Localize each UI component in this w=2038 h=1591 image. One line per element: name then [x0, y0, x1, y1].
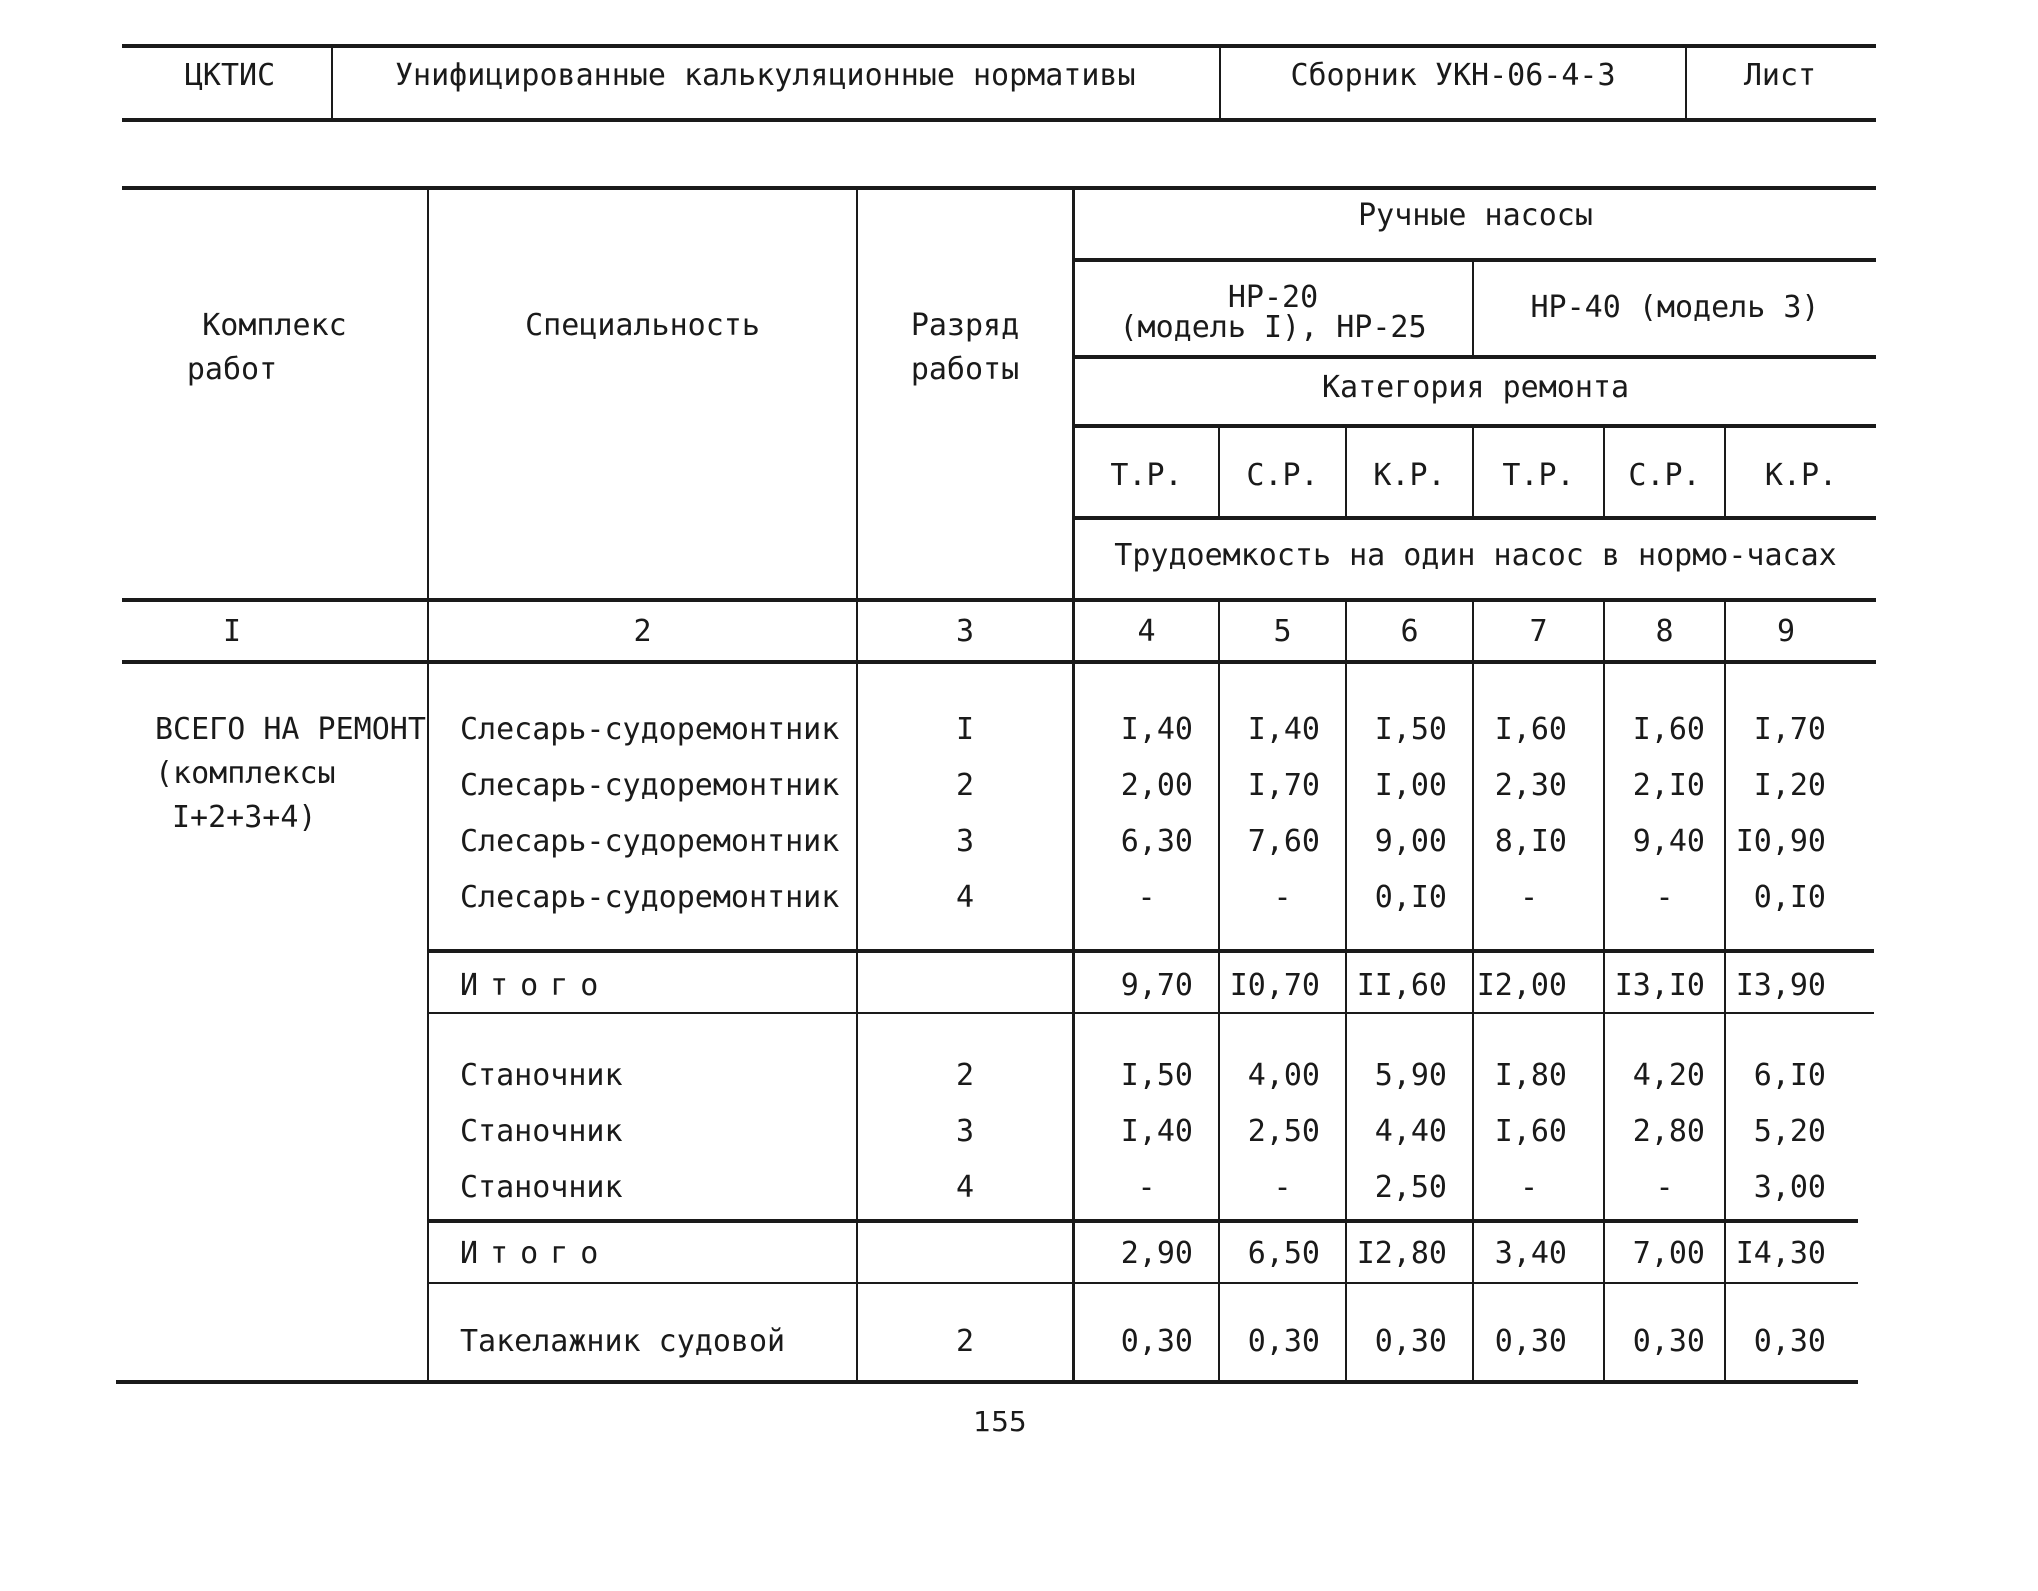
row-value: I,20 — [1753, 768, 1826, 803]
subtotal-value: I2,00 — [1476, 968, 1567, 1003]
col-number: 5 — [1273, 614, 1292, 649]
row-specialty: Слесарь-судоремонтник — [460, 824, 840, 859]
repair-type: К.Р. — [1764, 458, 1838, 493]
row-value: 2,80 — [1632, 1114, 1705, 1149]
col-numbers-rule — [122, 660, 1876, 664]
labor-title: Трудоемкость на один насос в нормо-часах — [1114, 538, 1837, 573]
header-bottom-rule — [122, 118, 1876, 122]
row-grade: 2 — [955, 1058, 975, 1093]
subtotal-value: I0,70 — [1229, 968, 1320, 1003]
row-value: 2,50 — [1247, 1114, 1320, 1149]
row-value: I,00 — [1374, 768, 1447, 803]
row-specialty: Станочник — [460, 1114, 623, 1149]
col3-header-line2: работы — [910, 352, 1020, 387]
row-value: I,60 — [1494, 1114, 1567, 1149]
row-value: - — [1137, 1170, 1156, 1205]
header-collection: Сборник УКН-06-4-3 — [1290, 58, 1616, 93]
col-number: 8 — [1655, 614, 1674, 649]
row-value: 2,00 — [1120, 768, 1193, 803]
row-value: - — [1655, 1170, 1674, 1205]
col-number: 9 — [1776, 614, 1796, 649]
repair-type: Т.Р. — [1110, 458, 1183, 493]
category-title: Категория ремонта — [1321, 370, 1630, 405]
row-value: - — [1519, 880, 1539, 915]
col-divider — [427, 188, 429, 1381]
row-specialty: Слесарь-судоремонтник — [460, 712, 840, 747]
table-top-rule — [122, 186, 1876, 190]
row-value: I,40 — [1120, 1114, 1193, 1149]
pump1-name-line2: (модель I), НР-25 — [1119, 310, 1427, 345]
pump-names-rule — [1073, 355, 1876, 359]
row-value: I,40 — [1247, 712, 1320, 747]
subtotal-value: I2,80 — [1356, 1236, 1447, 1271]
subtotal-value: I4,30 — [1735, 1236, 1826, 1271]
row-grade: I — [955, 712, 975, 747]
subtotal1-bottom-rule — [428, 1012, 1874, 1014]
row-value: 4,20 — [1632, 1058, 1705, 1093]
row-value: 6,I0 — [1753, 1058, 1826, 1093]
header-org: ЦКТИС — [184, 58, 276, 93]
row-value: 0,30 — [1247, 1324, 1320, 1359]
row-value: 9,00 — [1374, 824, 1447, 859]
row-grade: 4 — [955, 880, 975, 915]
row-value: I,60 — [1632, 712, 1705, 747]
row-value: I,70 — [1753, 712, 1826, 747]
header-sheet: Лист — [1743, 58, 1817, 93]
col-number: 3 — [955, 614, 975, 649]
subtotal-value: 3,40 — [1494, 1236, 1567, 1271]
repair-type: С.Р. — [1628, 458, 1701, 493]
row-value: - — [1519, 1170, 1539, 1205]
row-value: I,50 — [1374, 712, 1447, 747]
row-value: 2,50 — [1374, 1170, 1447, 1205]
row-value: 9,40 — [1632, 824, 1705, 859]
header-divider — [1685, 46, 1687, 118]
complex-label-line2: (комплексы — [155, 756, 336, 791]
row-value: 4,40 — [1374, 1114, 1447, 1149]
head-bottom-rule — [122, 598, 1876, 602]
repair-type: Т.Р. — [1502, 458, 1575, 493]
row-value: I0,90 — [1735, 824, 1826, 859]
row-value: 0,30 — [1632, 1324, 1705, 1359]
subtotal-label: Итого — [460, 968, 611, 1003]
row-specialty: Слесарь-судоремонтник — [460, 880, 840, 915]
row-value: 5,90 — [1374, 1058, 1447, 1093]
row-specialty: Станочник — [460, 1170, 623, 1205]
row-value: I,60 — [1494, 712, 1567, 747]
row-grade: 3 — [955, 824, 975, 859]
row-value: - — [1655, 880, 1674, 915]
repairs-rule — [1073, 516, 1876, 520]
row-value: I,70 — [1247, 768, 1320, 803]
row-value: I,80 — [1494, 1058, 1567, 1093]
row-specialty: Слесарь-судоремонтник — [460, 768, 840, 803]
category-rule — [1073, 424, 1876, 428]
group-title: Ручные насосы — [1358, 198, 1593, 233]
header-title: Унифицированные калькуляционные нормативы — [395, 58, 1136, 93]
subtotal-value: 7,00 — [1632, 1236, 1705, 1271]
row-value: 6,30 — [1120, 824, 1193, 859]
pump2-name: НР-40 (модель 3) — [1530, 290, 1820, 325]
subtotal-value: I3,I0 — [1614, 968, 1705, 1003]
subtotal-value: I3,90 — [1735, 968, 1826, 1003]
col-number: 4 — [1137, 614, 1156, 649]
row-value: 0,30 — [1374, 1324, 1447, 1359]
row-value: 2,30 — [1494, 768, 1567, 803]
row-value: - — [1273, 880, 1292, 915]
row-value: 0,30 — [1753, 1324, 1826, 1359]
row-grade: 3 — [955, 1114, 975, 1149]
pump1-name-line1: НР-20 — [1227, 280, 1319, 315]
repair-type: С.Р. — [1246, 458, 1319, 493]
col-number: 6 — [1400, 614, 1419, 649]
complex-label-line3: I+2+3+4) — [172, 800, 317, 835]
subtotal2-bottom-rule — [428, 1282, 1858, 1284]
subtotal2-top-rule — [428, 1219, 1858, 1223]
row-value: 3,00 — [1753, 1170, 1826, 1205]
row-value: 0,30 — [1494, 1324, 1567, 1359]
col1-header-line2: работ — [186, 352, 278, 387]
row-value: - — [1273, 1170, 1292, 1205]
table-bottom-rule — [116, 1380, 1858, 1384]
complex-label-line1: ВСЕГО НА РЕМОНТ — [155, 712, 426, 747]
col3-header-line1: Разряд — [910, 308, 1020, 343]
row-value: 0,30 — [1120, 1324, 1193, 1359]
subtotal-value: 6,50 — [1247, 1236, 1320, 1271]
col-number: I — [222, 614, 242, 649]
col1-header-line1: Комплекс — [202, 308, 347, 343]
row-grade: 2 — [955, 1324, 975, 1359]
row-value: 7,60 — [1247, 824, 1320, 859]
repair-type: К.Р. — [1373, 458, 1446, 493]
row-grade: 2 — [955, 768, 975, 803]
header-top-rule — [122, 44, 1876, 48]
row-value: 8,I0 — [1494, 824, 1567, 859]
header-divider — [331, 46, 333, 118]
row-value: 2,I0 — [1632, 768, 1705, 803]
col-number: 2 — [633, 614, 652, 649]
row-value: I,50 — [1120, 1058, 1193, 1093]
row-value: 5,20 — [1753, 1114, 1826, 1149]
row-value: 0,I0 — [1374, 880, 1447, 915]
subtotal-value: II,60 — [1356, 968, 1447, 1003]
col-number: 7 — [1529, 614, 1548, 649]
row-specialty: Такелажник судовой — [460, 1324, 786, 1359]
row-specialty: Станочник — [460, 1058, 623, 1093]
col2-header: Специальность — [525, 308, 760, 343]
subtotal-value: 9,70 — [1120, 968, 1193, 1003]
subtotal1-top-rule — [428, 949, 1874, 953]
subtotal-value: 2,90 — [1120, 1236, 1193, 1271]
row-grade: 4 — [955, 1170, 975, 1205]
subtotal-label: Итого — [460, 1236, 611, 1271]
header-divider — [1219, 46, 1221, 118]
row-value: 0,I0 — [1753, 880, 1826, 915]
row-value: I,40 — [1120, 712, 1193, 747]
group-title-rule — [1073, 258, 1876, 262]
row-value: 4,00 — [1247, 1058, 1320, 1093]
row-value: - — [1137, 880, 1156, 915]
page-number: 155 — [973, 1405, 1027, 1438]
